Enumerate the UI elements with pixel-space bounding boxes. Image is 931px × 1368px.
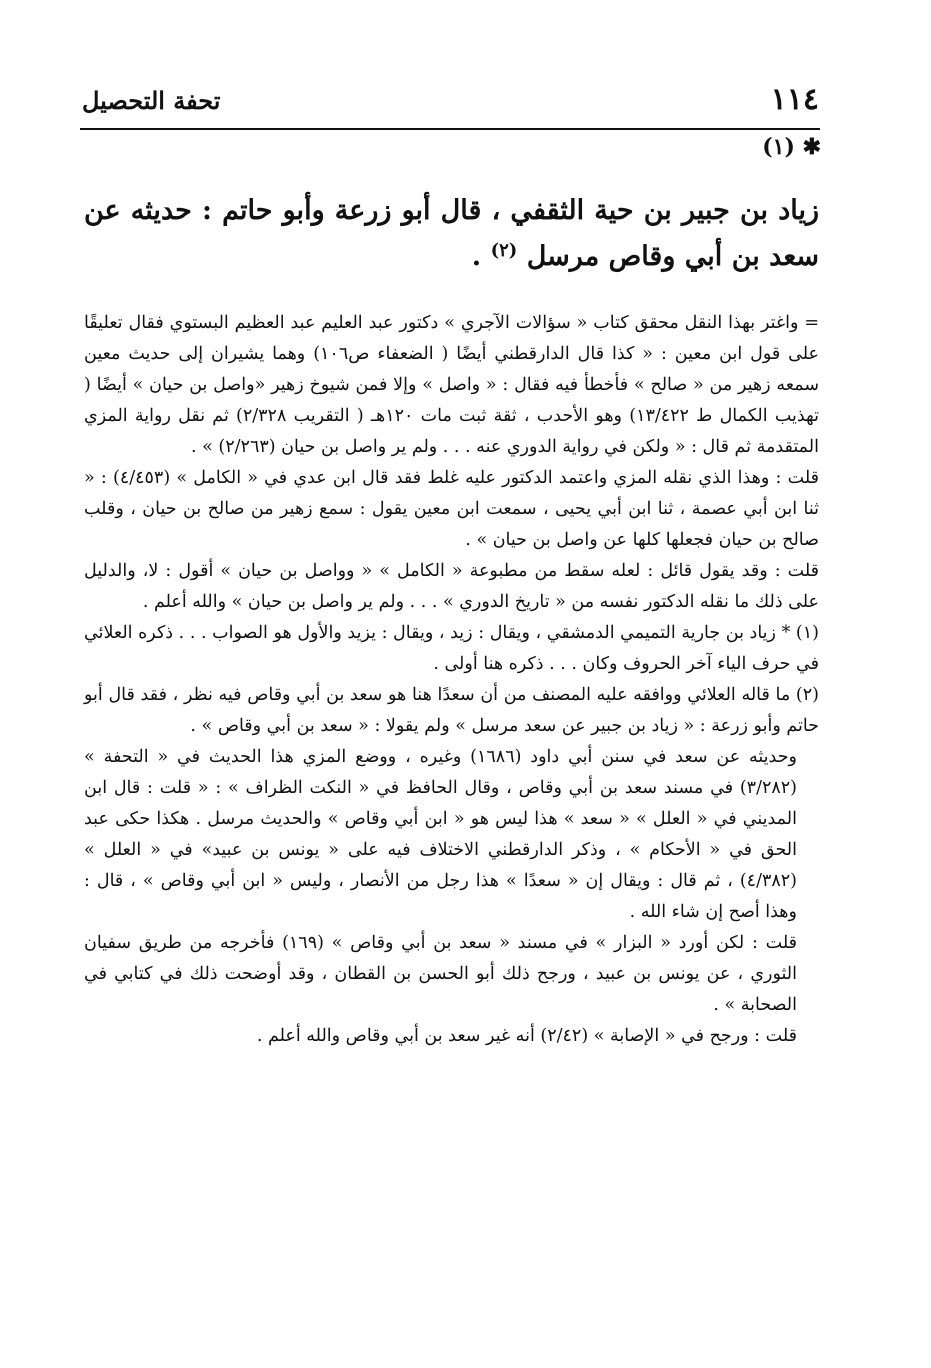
entry-note-ref: (١) — [762, 134, 795, 160]
main-entry-paragraph: زياد بن جبير بن حية الثقفي ، قال أبو زرعة وأبو حاتم : حديثه عن سعد بن أبي وقاص مرسل $^{(٢)}$ . — [84, 195, 819, 272]
main-note-ref: (٢) — [490, 240, 518, 261]
footnote-paragraph: قلت : وهذا الذي نقله المزي واعتمد الدكتور عليه غلط فقد قال ابن عدي في « الكامل » (٤/٤٥٣) : « ثنا ابن أبي عصمة ، ثنا ابن أبي يحيى ، سمعت ابن معين يقول : سمع زهير من صالح بن حيان ، وقلب صالح بن حيان فجعلها كلها عن واصل بن حيان » . — [84, 468, 819, 550]
footnote-paragraph: قلت : لكن أورد « البزار » في مسند « سعد بن أبي وقاص » (١٦٩) فأخرجه من طريق سفيان الثوري ، عن يونس بن عبيد ، ورجح ذلك أبو الحسن بن القطان ، وقد أوضحت ذلك في كتابي في الصحابة » . — [84, 933, 797, 1015]
footnote-continuation: = واغتر بهذا النقل محقق كتاب « سؤالات الآجري » دكتور عبد العليم عبد العظيم البستوي فقال تعليقًا على قول ابن معين : « كذا قال الدارقطني أيضًا ( الضعفاء ص١٠٦) وهما يشيران إلى حديث معين سمعه زهير من « صالح » فأخطأ فيه فقال : « واصل » وإلا فمن شيوخ زهير «واصل بن حيان » أيضًا ( تهذيب الكمال ط ١٣/٤٢٢) وهو الأحدب ، ثقة ثبت مات ١٢٠هـ ( التقريب ٢/٣٢٨) ثم نقل رواية المزي المتقدمة ثم قال : « ولكن في رواية الدوري عنه . . . ولم ير واصل بن حيان (٢/٢٦٣) » . — [84, 313, 819, 457]
main-entry-text: زياد بن جبير بن حية الثقفي ، قال أبو زرعة وأبو حاتم : حديثه عن سعد بن أبي وقاص مرسل — [84, 195, 819, 272]
footnote-2: (٢) ما قاله العلائي ووافقه عليه المصنف من أن سعدًا هنا هو سعد بن أبي وقاص فيه نظر ، فقد قال أبو حاتم وأبو زرعة : « زياد بن جبير عن سعد مرسل » ولم يقولا : « سعد بن أبي وقاص » . — [84, 685, 819, 736]
footnote-paragraph: وحديثه عن سعد في سنن أبي داود (١٦٨٦) وغيره ، ووضع المزي هذا الحديث في « التحفة » (٣/٢٨٢) في مسند سعد بن أبي وقاص ، وقال الحافظ في « النكت الظراف » : « قلت : قال ابن المديني في « العلل » « سعد » هذا ليس هو « ابن أبي وقاص » والحديث مرسل . هكذا حكى عبد الحق في « الأحكام » ، وذكر الدارقطني الاختلاف فيه على « يونس بن عبيد» في « العلل » (٤/٣٨٢) ، ثم قال : ويقال إن « سعدًا » هذا رجل من الأنصار ، وليس « ابن أبي وقاص » ، قال : وهذا أصح إن شاء الله . — [84, 747, 797, 922]
entry-marker — [762, 134, 821, 160]
main-entry — [84, 188, 819, 280]
footnote-1: (١) * زياد بن جارية التميمي الدمشقي ، ويقال : زيد ، ويقال : يزيد والأول هو الصواب . . . ذكره العلائي في حرف الياء آخر الحروف وكان . . . ذكره هنا أولى . — [84, 623, 819, 674]
footnote-paragraph: قلت : ورجح في « الإصابة » (٢/٤٢) أنه غير سعد بن أبي وقاص والله أعلم . — [256, 1026, 797, 1046]
header-divider — [80, 128, 820, 130]
footnotes — [84, 308, 819, 1052]
page-number: ١١٤ — [770, 82, 819, 117]
running-title: تحفة التحصيل — [82, 86, 221, 115]
star-icon: ✱ — [802, 134, 821, 160]
footnote-paragraph: قلت : وقد يقول قائل : لعله سقط من مطبوعة « الكامل » « وواصل بن حيان » أقول : لا، والدليل على ذلك ما نقله الدكتور نفسه من « تاريخ الدوري » . . . ولم ير واصل بن حيان » والله أعلم . — [84, 561, 819, 612]
